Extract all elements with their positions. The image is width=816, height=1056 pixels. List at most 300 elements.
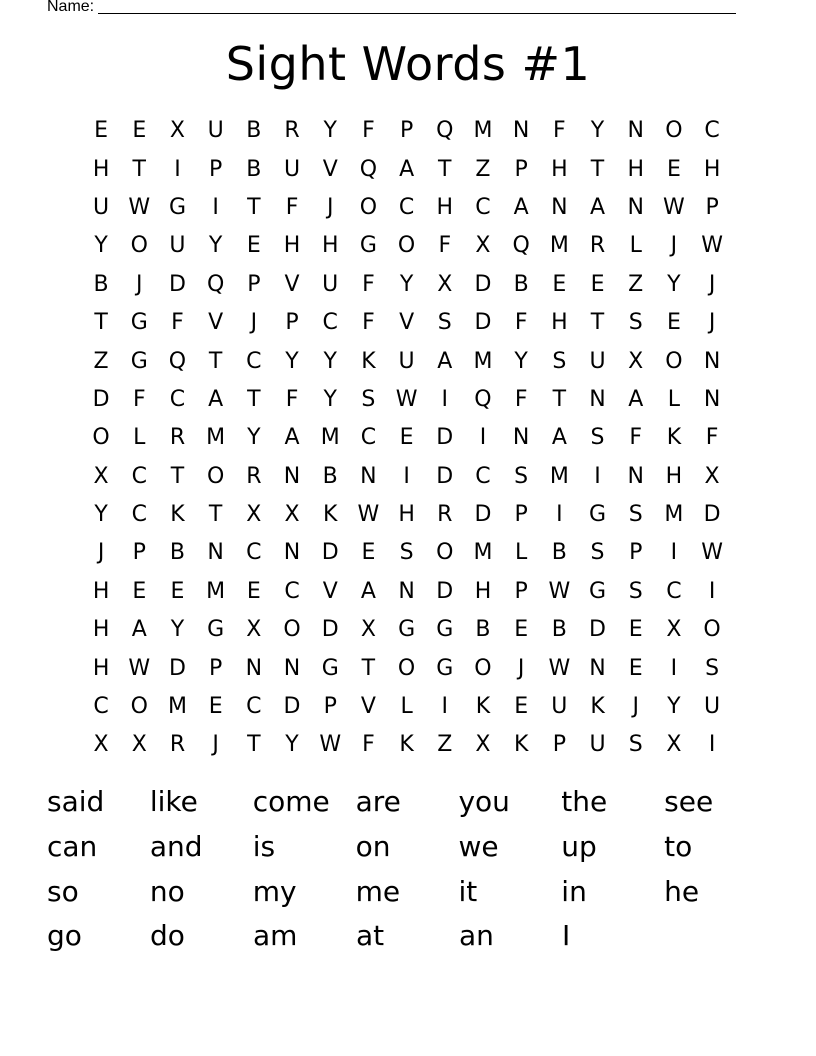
grid-letter[interactable]: G bbox=[436, 655, 454, 681]
grid-letter[interactable]: N bbox=[703, 386, 721, 412]
grid-letter[interactable]: Z bbox=[628, 271, 644, 297]
grid-letter[interactable]: H bbox=[627, 156, 644, 182]
grid-letter[interactable]: O bbox=[206, 463, 225, 489]
grid-letter[interactable]: F bbox=[514, 310, 528, 336]
grid-letter[interactable]: G bbox=[168, 194, 186, 220]
grid-row bbox=[82, 419, 732, 457]
grid-letter[interactable]: D bbox=[321, 540, 339, 566]
grid-letter[interactable]: G bbox=[207, 617, 225, 643]
grid-letter[interactable]: E bbox=[246, 578, 261, 604]
grid-letter[interactable]: U bbox=[398, 348, 415, 374]
grid-letter[interactable]: C bbox=[131, 463, 147, 489]
grid-letter[interactable]: E bbox=[132, 578, 147, 604]
grid-letter[interactable]: O bbox=[359, 194, 378, 220]
grid-letter[interactable]: H bbox=[92, 655, 110, 681]
grid-letter[interactable]: N bbox=[627, 194, 644, 220]
grid-letter[interactable]: C bbox=[246, 694, 262, 720]
grid-letter[interactable]: G bbox=[321, 655, 339, 681]
grid-letter[interactable]: D bbox=[474, 502, 492, 528]
grid-letter[interactable]: Y bbox=[514, 348, 528, 374]
grid-letter[interactable]: P bbox=[552, 732, 566, 758]
name-underline[interactable] bbox=[98, 13, 736, 14]
grid-letter[interactable]: E bbox=[514, 617, 529, 643]
grid-letter[interactable]: J bbox=[708, 271, 716, 297]
grid-letter[interactable]: E bbox=[666, 156, 681, 182]
grid-letter[interactable]: T bbox=[170, 463, 185, 489]
grid-letter[interactable]: E bbox=[132, 118, 147, 144]
grid-letter[interactable]: T bbox=[94, 310, 108, 336]
grid-letter[interactable]: X bbox=[93, 732, 109, 758]
grid-letter[interactable]: X bbox=[169, 118, 185, 144]
grid-letter[interactable]: P bbox=[285, 310, 299, 336]
grid-letter[interactable]: E bbox=[208, 694, 223, 720]
grid-letter[interactable]: G bbox=[398, 617, 416, 643]
grid-letter[interactable]: J bbox=[708, 310, 716, 336]
grid-letter[interactable]: K bbox=[590, 694, 605, 720]
grid-letter[interactable]: J bbox=[250, 310, 258, 336]
grid-letter[interactable]: V bbox=[322, 578, 338, 604]
grid-letter[interactable]: P bbox=[247, 271, 261, 297]
grid-letter[interactable]: N bbox=[398, 578, 415, 604]
grid-letter[interactable]: K bbox=[399, 732, 414, 758]
grid-letter[interactable]: F bbox=[285, 194, 299, 220]
grid-letter[interactable]: A bbox=[131, 617, 147, 643]
grid-letter[interactable]: T bbox=[552, 386, 567, 412]
grid-letter[interactable]: U bbox=[207, 118, 224, 144]
grid-letter[interactable]: E bbox=[399, 425, 414, 451]
grid-letter[interactable]: Z bbox=[93, 348, 109, 374]
grid-letter[interactable]: T bbox=[590, 156, 605, 182]
word-bank-row bbox=[47, 825, 767, 870]
grid-letter[interactable]: J bbox=[212, 732, 219, 758]
grid-letter[interactable]: E bbox=[170, 578, 185, 604]
grid-letter[interactable]: Q bbox=[436, 118, 454, 144]
grid-letter[interactable]: D bbox=[589, 617, 606, 643]
grid-letter[interactable]: C bbox=[398, 194, 415, 220]
grid-letter[interactable]: T bbox=[590, 310, 605, 336]
grid-letter[interactable]: D bbox=[283, 694, 301, 720]
grid-letter[interactable]: K bbox=[323, 502, 338, 528]
grid-letter[interactable]: C bbox=[475, 463, 491, 489]
grid-letter[interactable]: C bbox=[704, 118, 720, 144]
grid-letter[interactable]: W bbox=[395, 386, 418, 412]
grid-letter[interactable]: I bbox=[708, 732, 716, 758]
grid-letter[interactable]: Q bbox=[359, 156, 378, 182]
grid-letter[interactable]: O bbox=[436, 540, 454, 566]
grid-letter[interactable]: K bbox=[666, 425, 682, 451]
grid-letter[interactable]: X bbox=[246, 617, 262, 643]
grid-letter[interactable]: I bbox=[670, 540, 678, 566]
grid-letter[interactable]: M bbox=[549, 233, 569, 259]
grid-letter[interactable]: Q bbox=[206, 271, 225, 297]
grid-letter[interactable]: E bbox=[590, 271, 605, 297]
grid-letter[interactable]: X bbox=[284, 502, 300, 528]
grid-letter[interactable]: P bbox=[514, 578, 528, 604]
grid-letter[interactable]: P bbox=[132, 540, 146, 566]
grid-letter[interactable]: T bbox=[132, 156, 146, 182]
grid-letter[interactable]: S bbox=[590, 425, 605, 451]
grid-letter[interactable]: R bbox=[169, 732, 186, 758]
grid-letter[interactable]: H bbox=[665, 463, 683, 489]
grid-letter[interactable]: Y bbox=[94, 502, 108, 528]
grid-letter[interactable]: A bbox=[628, 386, 644, 412]
grid-letter[interactable]: E bbox=[361, 540, 376, 566]
grid-letter[interactable]: W bbox=[357, 502, 380, 528]
grid-letter[interactable]: B bbox=[551, 540, 567, 566]
grid-letter[interactable]: H bbox=[321, 233, 339, 259]
grid-letter[interactable]: B bbox=[93, 271, 109, 297]
grid-letter[interactable]: J bbox=[517, 655, 525, 681]
grid-letter[interactable]: W bbox=[548, 578, 571, 604]
grid-letter[interactable]: T bbox=[247, 732, 261, 758]
grid-letter[interactable]: F bbox=[629, 425, 643, 451]
grid-letter[interactable]: B bbox=[322, 463, 338, 489]
grid-letter[interactable]: G bbox=[589, 502, 607, 528]
grid-letter[interactable]: P bbox=[705, 194, 719, 220]
grid-letter[interactable]: W bbox=[128, 194, 151, 220]
grid-letter[interactable]: D bbox=[168, 655, 186, 681]
grid-letter[interactable]: L bbox=[400, 694, 413, 720]
grid-letter[interactable]: D bbox=[168, 271, 186, 297]
grid-letter[interactable]: B bbox=[169, 540, 186, 566]
grid-row bbox=[82, 112, 732, 150]
grid-letter[interactable]: H bbox=[92, 156, 110, 182]
grid-letter[interactable]: E bbox=[514, 694, 529, 720]
grid-letter[interactable]: O bbox=[703, 617, 721, 643]
grid-letter[interactable]: Y bbox=[285, 732, 299, 758]
grid-letter[interactable]: N bbox=[512, 118, 530, 144]
grid-letter[interactable]: U bbox=[589, 732, 606, 758]
grid-letter[interactable]: N bbox=[245, 655, 263, 681]
grid-letter[interactable]: M bbox=[473, 118, 493, 144]
grid-letter[interactable]: X bbox=[666, 732, 682, 758]
grid-letter[interactable]: O bbox=[283, 617, 301, 643]
grid-letter[interactable]: N bbox=[283, 463, 301, 489]
grid-letter[interactable]: C bbox=[131, 502, 147, 528]
grid-letter[interactable]: U bbox=[93, 194, 110, 220]
grid-letter[interactable]: F bbox=[362, 732, 375, 758]
grid-letter[interactable]: Y bbox=[590, 118, 605, 144]
grid-letter[interactable]: M bbox=[473, 348, 493, 374]
grid-letter[interactable]: Q bbox=[474, 386, 492, 412]
grid-letter[interactable]: K bbox=[475, 694, 491, 720]
grid-letter[interactable]: Z bbox=[437, 732, 453, 758]
grid-letter[interactable]: H bbox=[436, 194, 454, 220]
grid-letter[interactable]: I bbox=[670, 655, 678, 681]
grid-letter[interactable]: P bbox=[629, 540, 643, 566]
grid-letter[interactable]: A bbox=[590, 194, 606, 220]
grid-letter[interactable]: H bbox=[398, 502, 415, 528]
grid-letter[interactable]: X bbox=[360, 617, 376, 643]
grid-letter[interactable]: K bbox=[513, 732, 529, 758]
grid-letter[interactable]: D bbox=[436, 578, 454, 604]
grid-letter[interactable]: P bbox=[514, 502, 528, 528]
grid-letter[interactable]: C bbox=[246, 540, 262, 566]
grid-letter[interactable]: M bbox=[473, 540, 493, 566]
grid-letter[interactable]: H bbox=[474, 578, 492, 604]
grid-letter[interactable]: X bbox=[475, 233, 491, 259]
grid-letter[interactable]: N bbox=[627, 118, 644, 144]
grid-letter[interactable]: E bbox=[94, 118, 109, 144]
grid-letter[interactable]: S bbox=[514, 463, 529, 489]
grid-letter[interactable]: D bbox=[474, 310, 492, 336]
grid-letter[interactable]: A bbox=[437, 348, 453, 374]
grid-letter[interactable]: Y bbox=[323, 348, 337, 374]
grid-letter[interactable]: O bbox=[665, 118, 683, 144]
grid-letter[interactable]: V bbox=[399, 310, 415, 336]
word-bank-item: like bbox=[149, 785, 198, 819]
grid-letter[interactable]: N bbox=[703, 348, 721, 374]
word-bank-item: my bbox=[252, 874, 297, 908]
grid-letter[interactable]: V bbox=[208, 310, 224, 336]
grid-letter[interactable]: S bbox=[399, 540, 414, 566]
grid-letter[interactable]: U bbox=[704, 694, 721, 720]
grid-letter[interactable]: T bbox=[247, 194, 261, 220]
grid-letter[interactable]: R bbox=[437, 502, 453, 528]
grid-letter[interactable]: G bbox=[436, 617, 454, 643]
grid-letter[interactable]: T bbox=[361, 655, 376, 681]
grid-letter[interactable]: N bbox=[627, 463, 644, 489]
grid-letter[interactable]: C bbox=[666, 578, 682, 604]
grid-letter[interactable]: J bbox=[136, 271, 143, 297]
grid-letter[interactable]: J bbox=[670, 233, 678, 259]
grid-letter[interactable]: W bbox=[701, 233, 723, 259]
grid-letter[interactable]: E bbox=[628, 655, 643, 681]
grid-letter[interactable]: M bbox=[320, 425, 340, 451]
grid-letter[interactable]: P bbox=[514, 156, 528, 182]
grid-letter[interactable]: X bbox=[246, 502, 262, 528]
grid-letter[interactable]: V bbox=[322, 156, 338, 182]
grid-letter[interactable]: I bbox=[174, 156, 181, 182]
grid-letter[interactable]: D bbox=[321, 617, 339, 643]
grid-letter[interactable]: A bbox=[284, 425, 300, 451]
grid-letter[interactable]: X bbox=[704, 463, 720, 489]
grid-letter[interactable]: D bbox=[703, 502, 721, 528]
grid-letter[interactable]: N bbox=[207, 540, 224, 566]
grid-letter[interactable]: R bbox=[246, 463, 262, 489]
grid-letter[interactable]: I bbox=[441, 386, 449, 412]
grid-letter[interactable]: O bbox=[92, 425, 110, 451]
grid-letter[interactable]: L bbox=[667, 386, 681, 412]
grid-letter[interactable]: N bbox=[512, 425, 530, 451]
grid-letter[interactable]: C bbox=[93, 694, 109, 720]
grid-letter[interactable]: A bbox=[208, 386, 224, 412]
grid-letter[interactable]: T bbox=[208, 348, 223, 374]
grid-letter[interactable]: C bbox=[246, 348, 262, 374]
grid-letter[interactable]: F bbox=[362, 118, 375, 144]
grid-letter[interactable]: B bbox=[246, 118, 262, 144]
grid-letter[interactable]: M bbox=[167, 694, 187, 720]
grid-letter[interactable]: N bbox=[589, 655, 606, 681]
grid-letter[interactable]: D bbox=[92, 386, 110, 412]
grid-letter[interactable]: O bbox=[130, 233, 148, 259]
grid-letter[interactable]: Y bbox=[667, 271, 681, 297]
grid-letter[interactable]: Y bbox=[170, 617, 185, 643]
grid-letter[interactable]: G bbox=[130, 310, 148, 336]
grid-letter[interactable]: H bbox=[703, 156, 721, 182]
grid-letter[interactable]: S bbox=[437, 310, 452, 336]
grid-letter[interactable]: O bbox=[397, 655, 416, 681]
grid-letter[interactable]: W bbox=[663, 194, 685, 220]
grid-letter[interactable]: B bbox=[246, 156, 262, 182]
grid-letter[interactable]: U bbox=[322, 271, 339, 297]
grid-letter[interactable]: J bbox=[632, 694, 639, 720]
grid-letter[interactable]: W bbox=[701, 540, 723, 566]
grid-letter[interactable]: I bbox=[403, 463, 410, 489]
grid-letter[interactable]: X bbox=[666, 617, 682, 643]
grid-letter[interactable]: F bbox=[362, 271, 375, 297]
grid-letter[interactable]: K bbox=[170, 502, 185, 528]
grid-letter[interactable]: M bbox=[206, 578, 226, 604]
grid-letter[interactable]: C bbox=[284, 578, 300, 604]
grid-letter[interactable]: O bbox=[474, 655, 492, 681]
grid-letter[interactable]: T bbox=[247, 386, 261, 412]
grid-letter[interactable]: C bbox=[360, 425, 377, 451]
grid-letter[interactable]: U bbox=[551, 694, 568, 720]
grid-letter[interactable]: L bbox=[629, 233, 642, 259]
grid-letter[interactable]: S bbox=[628, 502, 643, 528]
grid-letter[interactable]: X bbox=[475, 732, 491, 758]
grid-letter[interactable]: T bbox=[208, 502, 223, 528]
grid-letter[interactable]: F bbox=[285, 386, 299, 412]
grid-row bbox=[82, 726, 732, 764]
grid-letter[interactable]: S bbox=[361, 386, 376, 412]
grid-letter[interactable]: Y bbox=[285, 348, 299, 374]
grid-letter[interactable]: A bbox=[551, 425, 567, 451]
grid-letter[interactable]: X bbox=[437, 271, 453, 297]
grid-letter[interactable]: O bbox=[130, 694, 148, 720]
grid-letter[interactable]: J bbox=[97, 540, 105, 566]
grid-letter[interactable]: B bbox=[513, 271, 529, 297]
grid-letter[interactable]: E bbox=[552, 271, 567, 297]
grid-letter[interactable]: D bbox=[474, 271, 492, 297]
grid-letter[interactable]: Y bbox=[399, 271, 414, 297]
grid-letter[interactable]: J bbox=[326, 194, 334, 220]
grid-letter[interactable]: B bbox=[475, 617, 491, 643]
grid-letter[interactable]: T bbox=[438, 156, 452, 182]
grid-letter[interactable]: P bbox=[209, 156, 223, 182]
word-bank-item: up bbox=[561, 830, 597, 864]
grid-letter[interactable]: X bbox=[93, 463, 109, 489]
grid-letter[interactable]: S bbox=[628, 310, 643, 336]
grid-letter[interactable]: M bbox=[664, 502, 684, 528]
grid-letter[interactable]: Z bbox=[475, 156, 491, 182]
grid-letter[interactable]: I bbox=[594, 463, 601, 489]
grid-letter[interactable]: C bbox=[169, 386, 186, 412]
grid-letter[interactable]: A bbox=[399, 156, 415, 182]
grid-letter[interactable]: W bbox=[128, 655, 151, 681]
grid-letter[interactable]: O bbox=[397, 233, 416, 259]
grid-letter[interactable]: H bbox=[551, 156, 568, 182]
grid-letter[interactable]: Q bbox=[168, 348, 187, 374]
grid-letter[interactable]: S bbox=[628, 732, 643, 758]
grid-letter[interactable]: N bbox=[360, 463, 377, 489]
grid-letter[interactable]: F bbox=[514, 386, 528, 412]
grid-letter[interactable]: K bbox=[361, 348, 376, 374]
grid-letter[interactable]: R bbox=[169, 425, 186, 451]
grid-letter[interactable]: Q bbox=[512, 233, 530, 259]
grid-letter[interactable]: U bbox=[283, 156, 301, 182]
grid-letter[interactable]: S bbox=[705, 655, 720, 681]
grid-letter[interactable]: S bbox=[628, 578, 643, 604]
grid-letter[interactable]: E bbox=[666, 310, 681, 336]
grid-letter[interactable]: H bbox=[92, 578, 110, 604]
grid-letter[interactable]: D bbox=[436, 425, 454, 451]
grid-letter[interactable]: I bbox=[708, 578, 716, 604]
grid-letter[interactable]: F bbox=[132, 386, 146, 412]
grid-row bbox=[82, 534, 732, 572]
grid-letter[interactable]: B bbox=[551, 617, 567, 643]
grid-letter[interactable]: N bbox=[283, 540, 301, 566]
grid-letter[interactable]: H bbox=[283, 233, 301, 259]
grid-row bbox=[82, 227, 732, 265]
grid-letter[interactable]: X bbox=[131, 732, 147, 758]
grid-letter[interactable]: A bbox=[360, 578, 376, 604]
grid-letter[interactable]: C bbox=[322, 310, 338, 336]
grid-letter[interactable]: E bbox=[246, 233, 261, 259]
grid-letter[interactable]: G bbox=[359, 233, 377, 259]
grid-letter[interactable]: W bbox=[548, 655, 571, 681]
grid-letter[interactable]: U bbox=[589, 348, 606, 374]
grid-letter[interactable]: H bbox=[92, 617, 110, 643]
grid-letter[interactable]: X bbox=[628, 348, 644, 374]
grid-letter[interactable]: I bbox=[212, 194, 219, 220]
grid-letter[interactable]: N bbox=[551, 194, 568, 220]
grid-letter[interactable]: N bbox=[283, 655, 301, 681]
grid-letter[interactable]: R bbox=[284, 118, 300, 144]
grid-letter[interactable]: P bbox=[399, 118, 414, 144]
grid-letter[interactable]: A bbox=[513, 194, 529, 220]
grid-letter[interactable]: Y bbox=[247, 425, 261, 451]
grid-letter[interactable]: P bbox=[323, 694, 337, 720]
grid-letter[interactable]: G bbox=[589, 578, 607, 604]
grid-letter[interactable]: R bbox=[589, 233, 606, 259]
grid-letter[interactable]: O bbox=[665, 348, 683, 374]
grid-letter[interactable]: H bbox=[551, 310, 568, 336]
grid-letter[interactable]: N bbox=[589, 386, 606, 412]
grid-letter[interactable]: S bbox=[552, 348, 567, 374]
grid-letter[interactable]: I bbox=[441, 694, 449, 720]
grid-letter[interactable]: L bbox=[515, 540, 528, 566]
grid-letter[interactable]: U bbox=[169, 233, 186, 259]
grid-letter[interactable]: Y bbox=[94, 233, 108, 259]
grid-letter[interactable]: F bbox=[362, 310, 375, 336]
grid-letter[interactable]: Y bbox=[323, 118, 337, 144]
grid-letter[interactable]: W bbox=[319, 732, 342, 758]
grid-letter[interactable]: G bbox=[130, 348, 148, 374]
grid-letter[interactable]: Y bbox=[208, 233, 223, 259]
grid-letter[interactable]: E bbox=[628, 617, 643, 643]
grid-letter[interactable]: F bbox=[171, 310, 184, 336]
grid-letter[interactable]: D bbox=[436, 463, 454, 489]
grid-letter[interactable]: L bbox=[133, 425, 146, 451]
grid-letter[interactable]: F bbox=[438, 233, 452, 259]
grid-letter[interactable]: C bbox=[475, 194, 491, 220]
grid-letter[interactable]: I bbox=[556, 502, 563, 528]
grid-letter[interactable]: Y bbox=[667, 694, 681, 720]
grid-letter[interactable]: V bbox=[284, 271, 300, 297]
grid-letter[interactable]: Y bbox=[323, 386, 337, 412]
grid-letter[interactable]: S bbox=[590, 540, 605, 566]
grid-letter[interactable]: M bbox=[549, 463, 569, 489]
grid-letter[interactable]: F bbox=[553, 118, 566, 144]
grid-letter[interactable]: V bbox=[360, 694, 376, 720]
grid-letter[interactable]: M bbox=[206, 425, 226, 451]
grid-letter[interactable]: I bbox=[479, 425, 487, 451]
grid-letter[interactable]: P bbox=[209, 655, 223, 681]
grid-row bbox=[82, 381, 732, 419]
grid-letter[interactable]: F bbox=[705, 425, 719, 451]
